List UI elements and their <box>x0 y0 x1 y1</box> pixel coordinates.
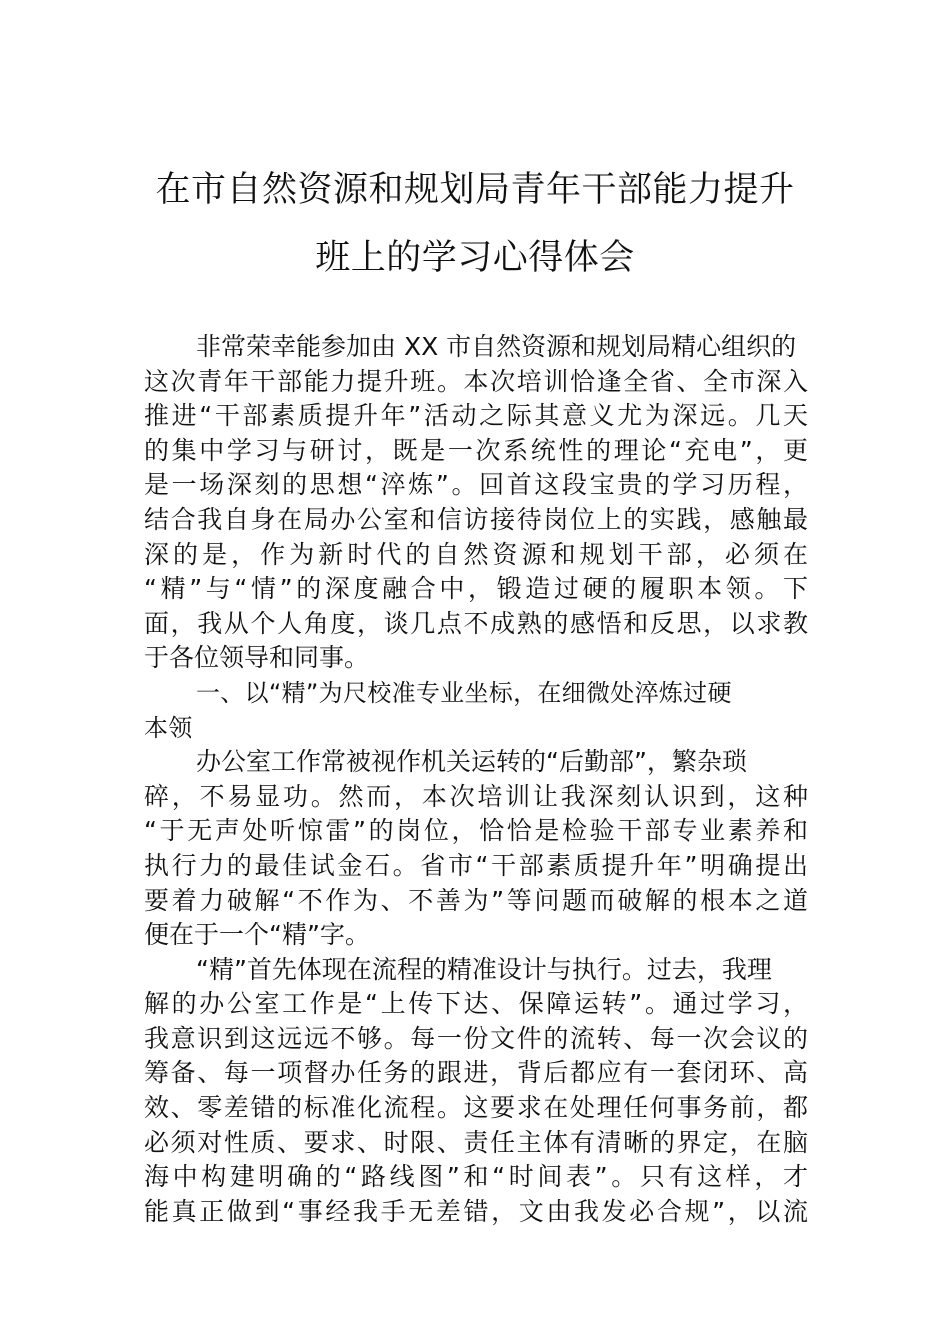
body-line: 便在于一个“精”字。 <box>144 920 370 950</box>
document-title-line-1: 在市自然资源和规划局青年干部能力提升 <box>155 170 795 210</box>
body-line: 非常荣幸能参加由 XX 市自然资源和规划局精心组织的 <box>196 332 797 361</box>
body-line: 这次青年干部能力提升班。本次培训恰逢全省、全市深入 <box>144 366 808 396</box>
body-line: 深的是，作为新时代的自然资源和规划干部，必须在 <box>144 539 808 569</box>
body-line: 推进“干部素质提升年”活动之际其意义尤为深远。几天 <box>144 401 808 431</box>
section-heading: 一、以“精”为尺校准专业坐标，在细微处淬炼过硬 <box>196 678 732 707</box>
body-line: 要着力破解“不作为、不善为”等问题而破解的根本之道 <box>144 885 808 915</box>
body-line: 效、零差错的标准化流程。这要求在处理任何事务前，都 <box>144 1093 808 1123</box>
body-line: 我意识到这远远不够。每一份文件的流转、每一次会议的 <box>144 1023 808 1053</box>
section-heading-continuation: 本领 <box>144 713 193 742</box>
document-title-line-2: 班上的学习心得体会 <box>315 238 635 278</box>
body-line: 海中构建明确的“路线图”和“时间表”。只有这样，才 <box>144 1162 808 1192</box>
body-line: 结合我自身在局办公室和信访接待岗位上的实践，感触最 <box>144 504 808 534</box>
body-line: “于无声处听惊雷”的岗位，恰恰是检验干部专业素养和 <box>144 816 808 846</box>
body-line: 解的办公室工作是“上传下达、保障运转”。通过学习， <box>144 989 808 1019</box>
body-line: 的集中学习与研讨，既是一次系统性的理论“充电”，更 <box>144 435 808 465</box>
body-line: 碎，不易显功。然而，本次培训让我深刻认识到，这种 <box>144 781 808 811</box>
body-line: 筹备、每一项督办任务的跟进，背后都应有一套闭环、高 <box>144 1058 808 1088</box>
body-line: 办公室工作常被视作机关运转的“后勤部”，繁杂琐 <box>196 747 747 777</box>
body-line: 于各位领导和同事。 <box>144 643 370 673</box>
body-line: 能真正做到“事经我手无差错，文由我发必合规”，以流 <box>144 1196 808 1226</box>
body-line: “精”首先体现在流程的精准设计与执行。过去，我理 <box>196 954 772 984</box>
body-line: “精”与“情”的深度融合中，锻造过硬的履职本领。下 <box>144 574 808 604</box>
body-line: 执行力的最佳试金石。省市“干部素质提升年”明确提出 <box>144 850 808 880</box>
document-body <box>144 330 808 1229</box>
body-line: 面，我从个人角度，谈几点不成熟的感悟和反思，以求教 <box>144 608 808 638</box>
body-line: 是一场深刻的思想“淬炼”。回首这段宝贵的学习历程， <box>144 470 808 500</box>
body-line: 必须对性质、要求、时限、责任主体有清晰的界定，在脑 <box>144 1127 808 1157</box>
